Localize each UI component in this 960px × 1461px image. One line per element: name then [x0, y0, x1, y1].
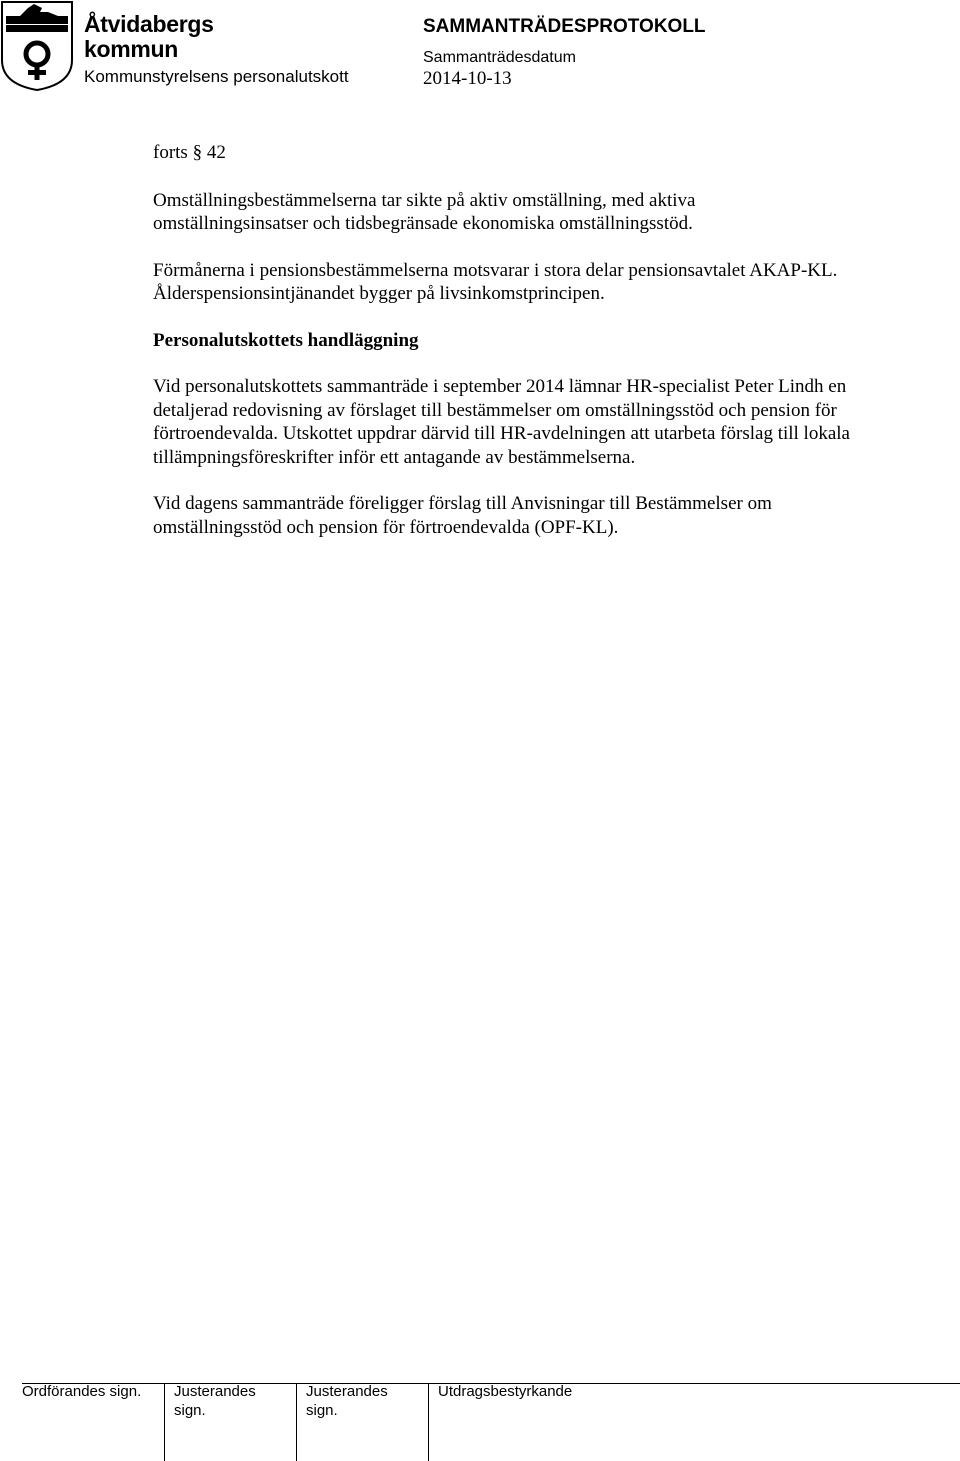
section-heading: Personalutskottets handläggning: [153, 329, 419, 351]
adjuster-2-label-line2: sign.: [306, 1402, 338, 1419]
footer-separator: [164, 1383, 165, 1461]
org-name-line1: Åtvidabergs: [84, 11, 214, 37]
org-name-line2: kommun: [84, 36, 179, 62]
adjuster-1-label-line2: sign.: [174, 1402, 206, 1419]
paragraph-3: Vid personalutskottets sammanträde i september 2014 lämnar HR-specialist Peter Lindh en detaljerad redovisning av förslaget till bestämmelser om omställningsstöd och pension för förtroendevalda. Utskottet uppdrar därvid till HR-avdelningen att utarbeta förslag till lokala tillämpningsföreskrifter inför ett antagande av bestämmelserna.: [153, 376, 850, 468]
meeting-date-value: 2014-10-13: [423, 68, 512, 89]
footer-separator: [296, 1383, 297, 1461]
adjuster-1-signature-field: [174, 1382, 256, 1420]
certifier-label: Utdragsbestyrkande: [438, 1383, 573, 1400]
adjuster-2-signature-field: [306, 1382, 388, 1420]
continuation-reference: forts § 42: [153, 142, 226, 163]
committee-name: Kommunstyrelsens personalutskott: [84, 67, 349, 86]
certifier-signature-field: [438, 1382, 572, 1401]
document-body: [153, 141, 853, 562]
meeting-date-label: Sammanträdesdatum: [423, 49, 576, 66]
chair-signature-field: [22, 1382, 141, 1401]
adjuster-2-label-line1: Justerandes: [306, 1383, 388, 1400]
footer-separator: [428, 1383, 429, 1461]
paragraph-2: Förmånerna i pensionsbestämmelserna motsvarar i stora delar pensionsavtalet AKAP-KL. Ålderspensionsintjänandet bygger på livsinkomstprincipen.: [153, 259, 838, 304]
adjuster-1-label-line1: Justerandes: [174, 1383, 256, 1400]
paragraph-4: Vid dagens sammanträde föreligger förslag till Anvisningar till Bestämmelser om omställningsstöd och pension för förtroendevalda (OPF-KL).: [153, 493, 772, 538]
coat-of-arms-logo: [0, 0, 74, 92]
paragraph-1: Omställningsbestämmelserna tar sikte på aktiv omställning, med aktiva omställningsinsatser och tidsbegränsade ekonomiska omställningsstöd.: [153, 189, 696, 234]
organization-name: [84, 12, 214, 62]
chair-signature-label: Ordförandes sign.: [22, 1383, 142, 1400]
document-type: SAMMANTRÄDESPROTOKOLL: [423, 16, 706, 37]
